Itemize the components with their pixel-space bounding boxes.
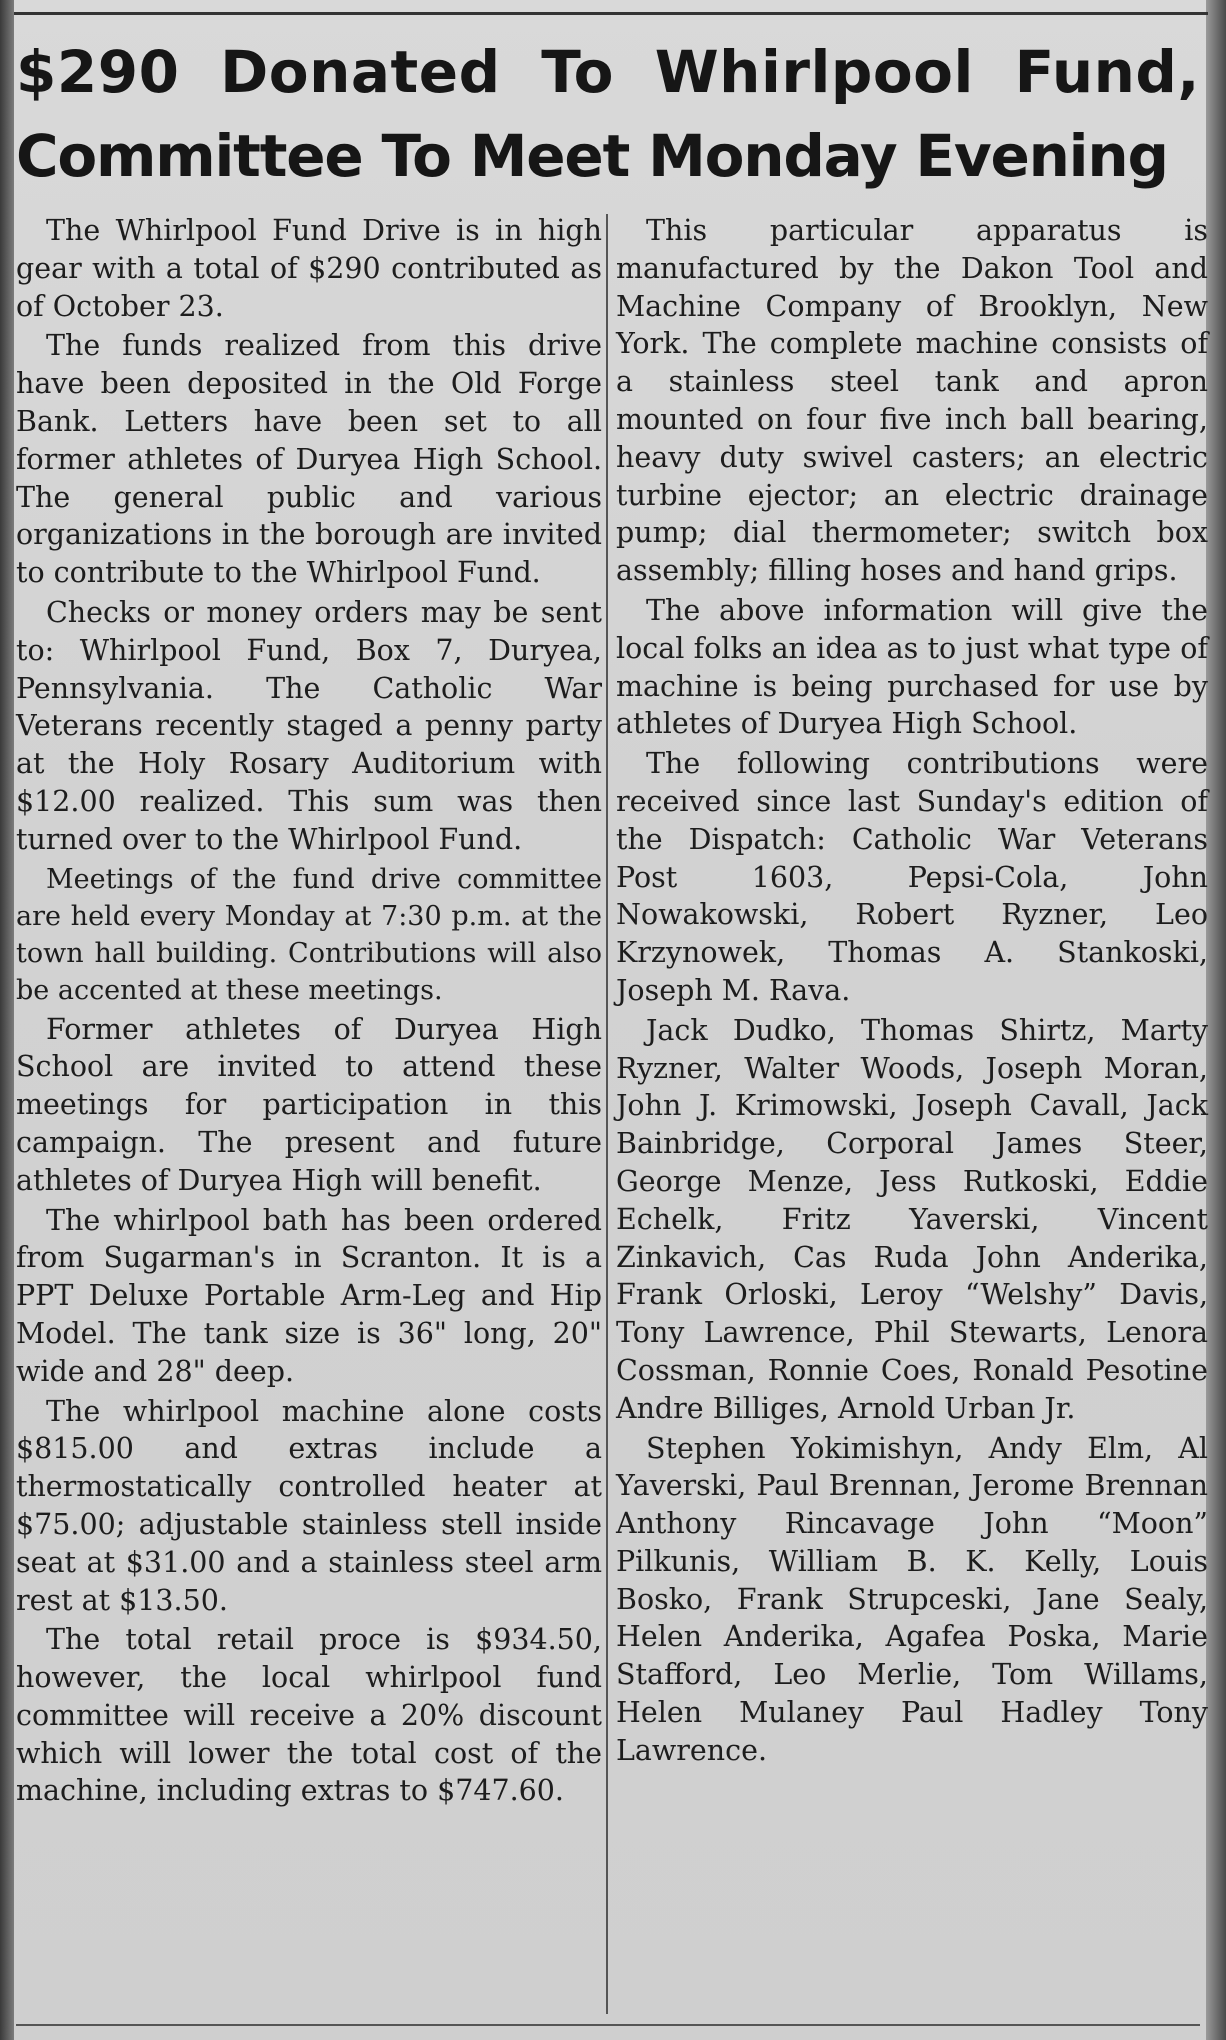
headline-word: Fund,: [1014, 38, 1200, 106]
paragraph: The whirlpool machine alone costs $815.00 and extras include a thermostatically controlled heater at $75.00; adjustable stainless stell inside seat at $31.00 and a stainless steel arm rest at $13.50.: [16, 1394, 602, 1617]
headline-word: To: [541, 38, 615, 106]
bottom-rule: [16, 2024, 1200, 2026]
paragraph: Former athletes of Duryea High School are invited to attend these meetings for participation in this campaign. The present and future athletes of Duryea High will benefit.: [16, 1012, 602, 1197]
headline-line-1: [16, 36, 1200, 108]
paragraph: The Whirlpool Fund Drive is in high gear with a total of $290 contributed as of October 23.: [16, 214, 602, 323]
paragraph: Jack Dudko, Thomas Shirtz, Marty Ryzner, Walter Woods, Joseph Moran, John J. Krimowski, Joseph Cavall, Jack Bainbridge, Corporal James Steer, George Menze, Jess Rutkoski, Eddie Echelk, Fritz Yaverski, Vincent Zinkavich, Cas Ruda John Anderika, Frank Orloski, Leroy “Welshy” Davis, Tony Lawrence, Phil Stewarts, Lenora Cossman, Ronnie Coes, Ronald Pesotine Andre Billiges, Arnold Urban Jr.: [616, 1013, 1208, 1425]
paragraph: The above information will give the local folks an idea as to just what type of machine is being purchased for use by athletes of Duryea High School.: [616, 593, 1208, 741]
headline-line-2: Committee To Meet Monday Evening: [16, 122, 1168, 190]
paragraph: Checks or money orders may be sent to: Whirlpool Fund, Box 7, Duryea, Pennsylvania. The Catholic War Veterans recently staged a penny party at the Holy Rosary Auditorium with $12.00 realized. This sum was then turned over to the Whirlpool Fund.: [16, 595, 602, 856]
paragraph: Stephen Yokimishyn, Andy Elm, Al Yaverski, Paul Brennan, Jerome Brennan Anthony Rincavage John “Moon” Pilkunis, William B. K. Kelly, Louis Bosko, Frank Strupceski, Jane Sealy, Helen Anderika, Agafea Poska, Marie Stafford, Leo Merlie, Tom Willams, Helen Mulaney Paul Hadley Tony Lawrence.: [616, 1431, 1208, 1767]
left-column: [16, 212, 602, 1810]
column-divider: [606, 214, 608, 2014]
headline-word: Donated: [220, 38, 501, 106]
paragraph: This particular apparatus is manufactured by the Dakon Tool and Machine Company of Brooklyn, New York. The complete machine consists of a stainless steel tank and apron mounted on four five inch ball bearing, heavy duty swivel casters; an electric turbine ejector; an electric drainage pump; dial thermometer; switch box assembly; filling hoses and hand grips.: [616, 214, 1208, 588]
paragraph: Meetings of the fund drive committee are held every Monday at 7:30 p.m. at the town hall building. Contributions will also be accented at these meetings.: [16, 863, 602, 1006]
top-rule: [14, 12, 1208, 15]
paragraph: The total retail proce is $934.50, however, the local whirlpool fund committee will receive a 20% discount which will lower the total cost of the machine, including extras to $747.60.: [16, 1623, 602, 1808]
right-column: [616, 212, 1208, 1770]
paragraph: The funds realized from this drive have been deposited in the Old Forge Bank. Letters have been set to all former athletes of Duryea High School. The general public and various organizations in the borough are invited to contribute to the Whirlpool Fund.: [16, 329, 602, 590]
scan-edge-right: [1206, 0, 1226, 2040]
headline-word: Whirlpool: [654, 38, 974, 106]
scan-edge-left: [0, 0, 14, 2040]
headline-word: $290: [16, 38, 180, 106]
paragraph: The whirlpool bath has been ordered from Sugarman's in Scranton. It is a PPT Deluxe Portable Arm-Leg and Hip Model. The tank size is 36" long, 20" wide and 28" deep.: [16, 1203, 602, 1388]
paragraph: The following contributions were received since last Sunday's edition of the Dispatch: Catholic War Veterans Post 1603, Pepsi-Cola, John Nowakowski, Robert Ryzner, Leo Krzynowek, Thomas A. Stankoski, Joseph M. Rava.: [616, 747, 1208, 1007]
